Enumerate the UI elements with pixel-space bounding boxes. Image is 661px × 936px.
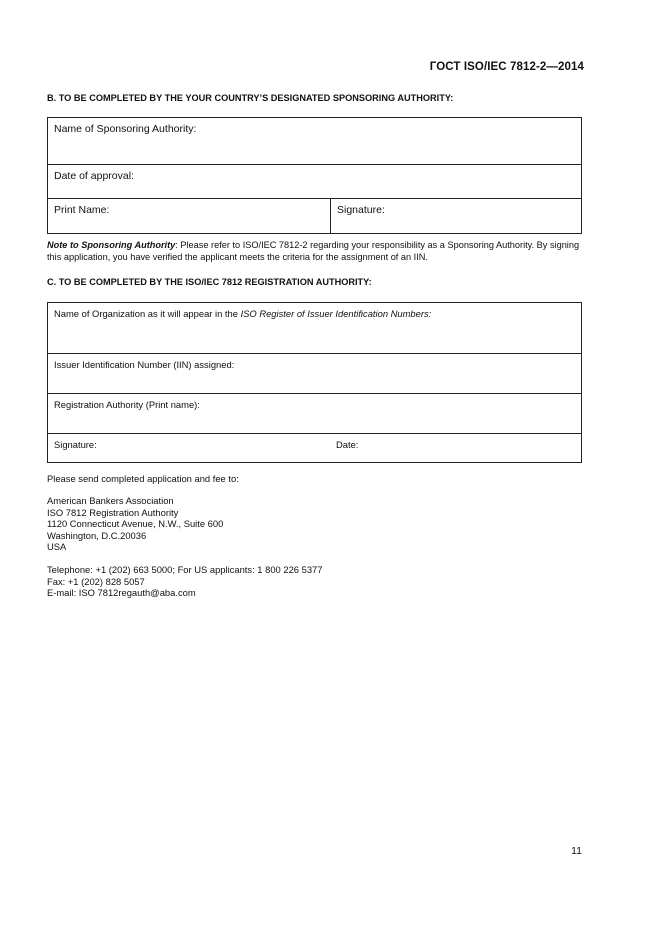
section-b-title: B. TO BE COMPLETED BY THE YOUR COUNTRY’S DESIGNATED SPONSORING AUTHORITY: [47,93,454,103]
section-b-form [47,117,582,234]
address-line: Washington, D.C.20036 [47,529,147,541]
ra-signature-label: Signature: [54,439,97,450]
document-standard-id: ГОСТ ISO/IEC 7812-2—2014 [429,61,584,73]
print-name-signature-row [48,199,581,233]
ra-date-label: Date: [336,439,359,450]
print-name-field[interactable] [48,199,330,233]
note-text: : Please refer to ISO/IEC 7812-2 regarding your responsibility as a Sponsoring Authority. By signing this application, you have verified the applicant meets the criteria for the assignment of an IIN. [47,240,580,262]
address-line: USA [47,541,67,553]
address-line: 1120 Connecticut Avenue, N.W., Suite 600 [47,518,224,530]
organization-name-field[interactable] [48,303,581,354]
address-line: ISO 7812 Registration Authority [47,506,179,518]
address-line: American Bankers Association [47,495,174,506]
iin-assigned-label: Issuer Identification Number (IIN) assigned: [54,359,235,370]
sponsoring-authority-name-label: Name of Sponsoring Authority: [54,123,197,135]
organization-name-label-prefix: Name of Organization as it will appear in the [54,308,241,319]
approval-date-label: Date of approval: [54,170,134,182]
sponsoring-authority-name-field[interactable] [48,118,581,165]
signature-field[interactable] [331,199,581,233]
email-line: E-mail: ISO 7812regauth@aba.com [47,587,196,599]
organization-name-label [54,308,431,319]
organization-name-label-register: ISO Register of Issuer Identification Numbers: [240,308,432,319]
signature-date-row [48,434,581,462]
print-name-label: Print Name: [54,204,110,216]
fax-line: Fax: +1 (202) 828 5057 [47,575,145,587]
sponsoring-authority-note [47,239,583,263]
approval-date-field[interactable] [48,165,581,199]
page-number: 11 [571,845,582,857]
signature-label: Signature: [337,204,385,216]
mailing-address [47,495,223,553]
contact-details [47,564,322,599]
iin-assigned-field[interactable] [48,354,581,394]
note-label: Note to Sponsoring Authority [47,240,176,250]
send-to-intro: Please send completed application and fee to: [47,473,239,484]
registration-authority-name-label: Registration Authority (Print name): [54,399,200,410]
section-c-form [47,302,582,463]
ra-signature-field[interactable] [48,434,330,462]
ra-date-field[interactable] [330,434,581,462]
section-c-title: C. TO BE COMPLETED BY THE ISO/IEC 7812 REGISTRATION AUTHORITY: [47,277,372,287]
registration-authority-name-field[interactable] [48,394,581,434]
telephone-line: Telephone: +1 (202) 663 5000; For US applicants: 1 800 226 5377 [47,564,323,575]
